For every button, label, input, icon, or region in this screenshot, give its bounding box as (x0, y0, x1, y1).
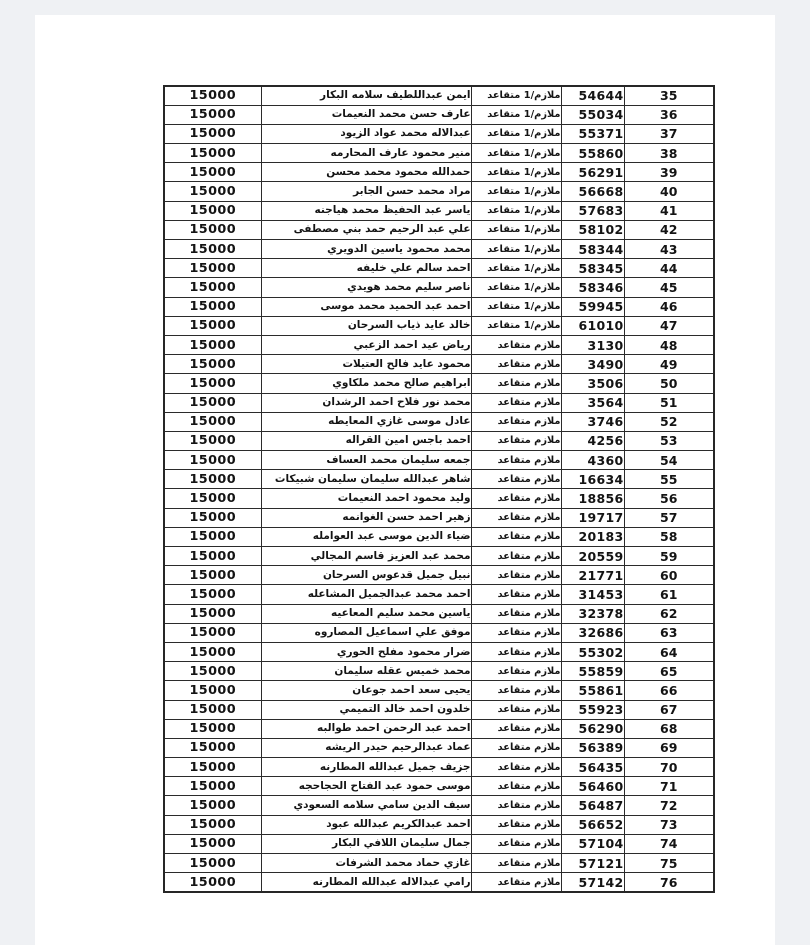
id-number-cell: 3490 (561, 355, 624, 374)
table-row (164, 259, 714, 278)
table-row (164, 566, 714, 585)
rank-cell: ملازم/1 متقاعد (471, 316, 561, 335)
id-number-cell: 61010 (561, 316, 624, 335)
id-number-cell: 4256 (561, 431, 624, 450)
amount-cell: 15000 (164, 297, 261, 316)
serial-number-cell: 67 (624, 700, 714, 719)
id-number-cell: 57104 (561, 834, 624, 853)
rank-cell: ملازم متقاعد (471, 335, 561, 354)
amount-cell: 15000 (164, 451, 261, 470)
serial-number-cell: 73 (624, 815, 714, 834)
id-number-cell: 55923 (561, 700, 624, 719)
rank-cell: ملازم/1 متقاعد (471, 297, 561, 316)
name-cell: خلدون احمد خالد التميمي (261, 700, 471, 719)
name-cell: ابراهيم صالح محمد ملكاوي (261, 374, 471, 393)
name-cell: احمد عبد الحميد محمد موسى (261, 297, 471, 316)
rank-cell: ملازم متقاعد (471, 662, 561, 681)
serial-number-cell: 59 (624, 547, 714, 566)
table-row (164, 220, 714, 239)
name-cell: عبدالاله محمد عواد الزيود (261, 124, 471, 143)
table-row (164, 489, 714, 508)
id-number-cell: 3506 (561, 374, 624, 393)
serial-number-cell: 66 (624, 681, 714, 700)
serial-number-cell: 51 (624, 393, 714, 412)
serial-number-cell: 72 (624, 796, 714, 815)
id-number-cell: 55861 (561, 681, 624, 700)
serial-number-cell: 41 (624, 201, 714, 220)
rank-cell: ملازم متقاعد (471, 374, 561, 393)
rank-cell: ملازم متقاعد (471, 604, 561, 623)
rank-cell: ملازم/1 متقاعد (471, 240, 561, 259)
table-row (164, 144, 714, 163)
table-row (164, 623, 714, 642)
amount-cell: 15000 (164, 201, 261, 220)
serial-number-cell: 60 (624, 566, 714, 585)
amount-cell: 15000 (164, 335, 261, 354)
table-row (164, 834, 714, 853)
table-row (164, 374, 714, 393)
rank-cell: ملازم متقاعد (471, 738, 561, 757)
serial-number-cell: 74 (624, 834, 714, 853)
serial-number-cell: 52 (624, 412, 714, 431)
amount-cell: 15000 (164, 182, 261, 201)
serial-number-cell: 62 (624, 604, 714, 623)
table-row (164, 815, 714, 834)
rank-cell: ملازم متقاعد (471, 873, 561, 892)
name-cell: احمد عبد الرحمن احمد طوالبه (261, 719, 471, 738)
amount-cell: 15000 (164, 278, 261, 297)
table-row (164, 124, 714, 143)
rank-cell: ملازم/1 متقاعد (471, 278, 561, 297)
rank-cell: ملازم متقاعد (471, 451, 561, 470)
serial-number-cell: 36 (624, 105, 714, 124)
rank-cell: ملازم متقاعد (471, 815, 561, 834)
name-cell: ضرار محمود مفلح الحوري (261, 642, 471, 661)
serial-number-cell: 37 (624, 124, 714, 143)
amount-cell: 15000 (164, 642, 261, 661)
table-row (164, 662, 714, 681)
id-number-cell: 56460 (561, 777, 624, 796)
rank-cell: ملازم متقاعد (471, 547, 561, 566)
rank-cell: ملازم متقاعد (471, 758, 561, 777)
name-cell: ايمن عبداللطيف سلامه البكار (261, 86, 471, 105)
table-row (164, 316, 714, 335)
id-number-cell: 57683 (561, 201, 624, 220)
id-number-cell: 56487 (561, 796, 624, 815)
name-cell: يحيى سعد احمد جوعان (261, 681, 471, 700)
id-number-cell: 18856 (561, 489, 624, 508)
amount-cell: 15000 (164, 758, 261, 777)
serial-number-cell: 47 (624, 316, 714, 335)
serial-number-cell: 65 (624, 662, 714, 681)
table-row (164, 604, 714, 623)
rank-cell: ملازم متقاعد (471, 854, 561, 873)
table-row (164, 412, 714, 431)
amount-cell: 15000 (164, 393, 261, 412)
id-number-cell: 58102 (561, 220, 624, 239)
amount-cell: 15000 (164, 431, 261, 450)
id-number-cell: 3746 (561, 412, 624, 431)
id-number-cell: 55371 (561, 124, 624, 143)
amount-cell: 15000 (164, 220, 261, 239)
table-row (164, 681, 714, 700)
name-cell: غازي حماد محمد الشرفات (261, 854, 471, 873)
table-row (164, 163, 714, 182)
rank-cell: ملازم متقاعد (471, 431, 561, 450)
name-cell: محمود عايد فالح العتيلات (261, 355, 471, 374)
amount-cell: 15000 (164, 700, 261, 719)
serial-number-cell: 44 (624, 259, 714, 278)
id-number-cell: 4360 (561, 451, 624, 470)
name-cell: ناصر سليم محمد هويدي (261, 278, 471, 297)
name-cell: موفق علي اسماعيل المصاروه (261, 623, 471, 642)
name-cell: ياسين محمد سليم المعاعيه (261, 604, 471, 623)
serial-number-cell: 50 (624, 374, 714, 393)
serial-number-cell: 64 (624, 642, 714, 661)
amount-cell: 15000 (164, 144, 261, 163)
table-row (164, 278, 714, 297)
name-cell: نبيل جميل قدعوس السرحان (261, 566, 471, 585)
name-cell: خالد عايد ذياب السرحان (261, 316, 471, 335)
amount-cell: 15000 (164, 259, 261, 278)
amount-cell: 15000 (164, 738, 261, 757)
amount-cell: 15000 (164, 105, 261, 124)
name-cell: حمدالله محمود محمد محسن (261, 163, 471, 182)
amount-cell: 15000 (164, 547, 261, 566)
id-number-cell: 55302 (561, 642, 624, 661)
id-number-cell: 57142 (561, 873, 624, 892)
rank-cell: ملازم متقاعد (471, 508, 561, 527)
amount-cell: 15000 (164, 124, 261, 143)
amount-cell: 15000 (164, 316, 261, 335)
rank-cell: ملازم متقاعد (471, 777, 561, 796)
table-row (164, 451, 714, 470)
id-number-cell: 21771 (561, 566, 624, 585)
serial-number-cell: 45 (624, 278, 714, 297)
amount-cell: 15000 (164, 566, 261, 585)
name-cell: ضياء الدين موسى عبد العوامله (261, 527, 471, 546)
name-cell: احمد عبدالكريم عبدالله عبود (261, 815, 471, 834)
rank-cell: ملازم/1 متقاعد (471, 144, 561, 163)
serial-number-cell: 46 (624, 297, 714, 316)
serial-number-cell: 38 (624, 144, 714, 163)
serial-number-cell: 68 (624, 719, 714, 738)
table-row (164, 182, 714, 201)
table-row (164, 585, 714, 604)
document-page (35, 15, 775, 945)
table-body (164, 86, 714, 892)
table-row (164, 470, 714, 489)
name-cell: منير محمود عارف المحارمه (261, 144, 471, 163)
name-cell: علي عبد الرحيم حمد بني مصطفى (261, 220, 471, 239)
amount-cell: 15000 (164, 508, 261, 527)
name-cell: عادل موسى غازي المعايطه (261, 412, 471, 431)
rank-cell: ملازم متقاعد (471, 527, 561, 546)
amount-cell: 15000 (164, 489, 261, 508)
rank-cell: ملازم متقاعد (471, 355, 561, 374)
table-row (164, 335, 714, 354)
table-row (164, 777, 714, 796)
name-cell: محمد عبد العزيز قاسم المجالي (261, 547, 471, 566)
serial-number-cell: 58 (624, 527, 714, 546)
id-number-cell: 58344 (561, 240, 624, 259)
rank-cell: ملازم متقاعد (471, 719, 561, 738)
id-number-cell: 57121 (561, 854, 624, 873)
serial-number-cell: 61 (624, 585, 714, 604)
name-cell: جمال سليمان اللافي البكار (261, 834, 471, 853)
id-number-cell: 56389 (561, 738, 624, 757)
name-cell: جمعه سليمان محمد العساف (261, 451, 471, 470)
serial-number-cell: 75 (624, 854, 714, 873)
rank-cell: ملازم متقاعد (471, 393, 561, 412)
name-cell: مراد محمد حسن الجابر (261, 182, 471, 201)
amount-cell: 15000 (164, 604, 261, 623)
serial-number-cell: 56 (624, 489, 714, 508)
id-number-cell: 56652 (561, 815, 624, 834)
table-row (164, 355, 714, 374)
serial-number-cell: 54 (624, 451, 714, 470)
serial-number-cell: 70 (624, 758, 714, 777)
rank-cell: ملازم/1 متقاعد (471, 259, 561, 278)
id-number-cell: 31453 (561, 585, 624, 604)
table-row (164, 527, 714, 546)
name-cell: موسى حمود عبد الفتاح الحجاحجه (261, 777, 471, 796)
id-number-cell: 56668 (561, 182, 624, 201)
id-number-cell: 56291 (561, 163, 624, 182)
amount-cell: 15000 (164, 374, 261, 393)
serial-number-cell: 49 (624, 355, 714, 374)
id-number-cell: 55034 (561, 105, 624, 124)
amount-cell: 15000 (164, 815, 261, 834)
id-number-cell: 3564 (561, 393, 624, 412)
amount-cell: 15000 (164, 854, 261, 873)
rank-cell: ملازم متقاعد (471, 681, 561, 700)
id-number-cell: 55860 (561, 144, 624, 163)
serial-number-cell: 39 (624, 163, 714, 182)
name-cell: زهير احمد حسن الغوانمه (261, 508, 471, 527)
rank-cell: ملازم/1 متقاعد (471, 201, 561, 220)
pension-roster-table (163, 85, 715, 893)
rank-cell: ملازم متقاعد (471, 834, 561, 853)
table-row (164, 201, 714, 220)
amount-cell: 15000 (164, 681, 261, 700)
amount-cell: 15000 (164, 86, 261, 105)
rank-cell: ملازم/1 متقاعد (471, 124, 561, 143)
table-row (164, 642, 714, 661)
serial-number-cell: 35 (624, 86, 714, 105)
table-row (164, 431, 714, 450)
rank-cell: ملازم متقاعد (471, 566, 561, 585)
table-row (164, 547, 714, 566)
name-cell: سيف الدين سامي سلامه السعودي (261, 796, 471, 815)
amount-cell: 15000 (164, 662, 261, 681)
rank-cell: ملازم متقاعد (471, 412, 561, 431)
id-number-cell: 58346 (561, 278, 624, 297)
rank-cell: ملازم متقاعد (471, 585, 561, 604)
amount-cell: 15000 (164, 834, 261, 853)
serial-number-cell: 76 (624, 873, 714, 892)
id-number-cell: 20559 (561, 547, 624, 566)
serial-number-cell: 57 (624, 508, 714, 527)
name-cell: عماد عبدالرحيم حيدر الريشه (261, 738, 471, 757)
rank-cell: ملازم/1 متقاعد (471, 220, 561, 239)
table-row (164, 297, 714, 316)
id-number-cell: 56435 (561, 758, 624, 777)
rank-cell: ملازم/1 متقاعد (471, 182, 561, 201)
table-row (164, 873, 714, 892)
rank-cell: ملازم متقاعد (471, 623, 561, 642)
amount-cell: 15000 (164, 873, 261, 892)
amount-cell: 15000 (164, 719, 261, 738)
name-cell: محمد نور فلاح احمد الرشدان (261, 393, 471, 412)
table-row (164, 393, 714, 412)
name-cell: محمد خميس عقله سليمان (261, 662, 471, 681)
name-cell: احمد باجس امين القراله (261, 431, 471, 450)
table-row (164, 758, 714, 777)
id-number-cell: 3130 (561, 335, 624, 354)
serial-number-cell: 42 (624, 220, 714, 239)
rank-cell: ملازم/1 متقاعد (471, 86, 561, 105)
amount-cell: 15000 (164, 240, 261, 259)
serial-number-cell: 55 (624, 470, 714, 489)
serial-number-cell: 71 (624, 777, 714, 796)
amount-cell: 15000 (164, 163, 261, 182)
id-number-cell: 20183 (561, 527, 624, 546)
amount-cell: 15000 (164, 623, 261, 642)
amount-cell: 15000 (164, 355, 261, 374)
id-number-cell: 55859 (561, 662, 624, 681)
table-row (164, 508, 714, 527)
name-cell: ياسر عبد الحفيظ محمد هياجنه (261, 201, 471, 220)
table-row (164, 719, 714, 738)
name-cell: رياض عيد احمد الزعبي (261, 335, 471, 354)
table-row (164, 105, 714, 124)
name-cell: رامي عبدالاله عبدالله المطارنه (261, 873, 471, 892)
id-number-cell: 32378 (561, 604, 624, 623)
serial-number-cell: 63 (624, 623, 714, 642)
amount-cell: 15000 (164, 585, 261, 604)
amount-cell: 15000 (164, 527, 261, 546)
id-number-cell: 58345 (561, 259, 624, 278)
table-row (164, 86, 714, 105)
id-number-cell: 32686 (561, 623, 624, 642)
rank-cell: ملازم متقاعد (471, 470, 561, 489)
serial-number-cell: 43 (624, 240, 714, 259)
rank-cell: ملازم متقاعد (471, 642, 561, 661)
table-row (164, 738, 714, 757)
id-number-cell: 56290 (561, 719, 624, 738)
id-number-cell: 16634 (561, 470, 624, 489)
name-cell: شاهر عبدالله سليمان سليمان شبيكات (261, 470, 471, 489)
name-cell: جزيف جميل عبدالله المطارنه (261, 758, 471, 777)
amount-cell: 15000 (164, 470, 261, 489)
rank-cell: ملازم متقاعد (471, 489, 561, 508)
serial-number-cell: 53 (624, 431, 714, 450)
id-number-cell: 59945 (561, 297, 624, 316)
table-row (164, 854, 714, 873)
amount-cell: 15000 (164, 777, 261, 796)
name-cell: احمد سالم علي خليفه (261, 259, 471, 278)
id-number-cell: 19717 (561, 508, 624, 527)
table-row (164, 700, 714, 719)
name-cell: محمد محمود ياسين الدويري (261, 240, 471, 259)
rank-cell: ملازم/1 متقاعد (471, 163, 561, 182)
table-row (164, 796, 714, 815)
amount-cell: 15000 (164, 796, 261, 815)
name-cell: عارف حسن محمد النعيمات (261, 105, 471, 124)
rank-cell: ملازم متقاعد (471, 796, 561, 815)
name-cell: احمد محمد عبدالجميل المشاعله (261, 585, 471, 604)
name-cell: وليد محمود احمد النعيمات (261, 489, 471, 508)
serial-number-cell: 69 (624, 738, 714, 757)
serial-number-cell: 48 (624, 335, 714, 354)
serial-number-cell: 40 (624, 182, 714, 201)
amount-cell: 15000 (164, 412, 261, 431)
rank-cell: ملازم/1 متقاعد (471, 105, 561, 124)
rank-cell: ملازم متقاعد (471, 700, 561, 719)
id-number-cell: 54644 (561, 86, 624, 105)
table-row (164, 240, 714, 259)
